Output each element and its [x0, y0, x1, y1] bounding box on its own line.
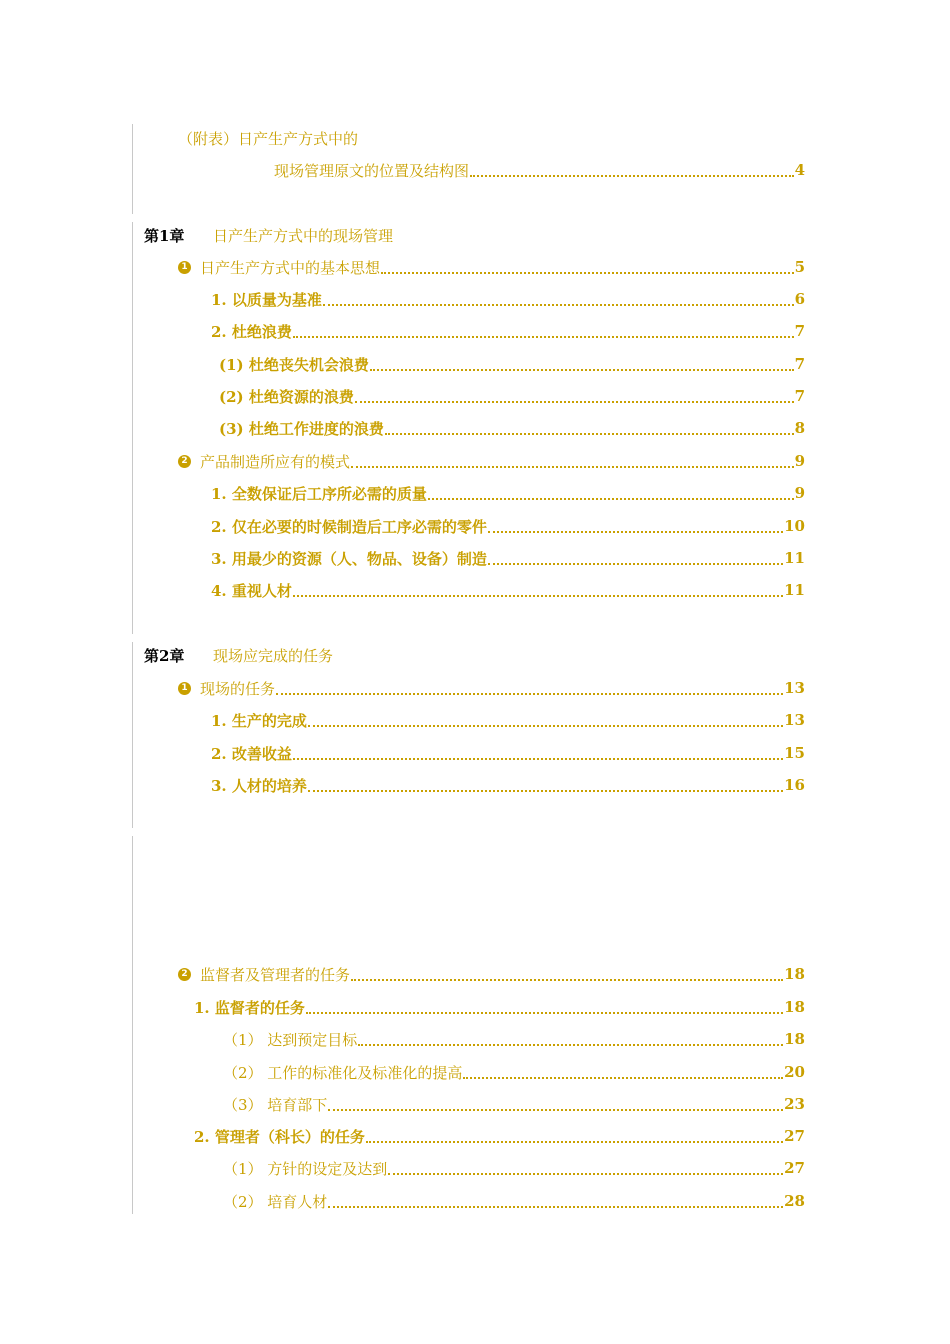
chapter-title: 现场应完成的任务 — [213, 646, 334, 665]
dot-leader — [328, 1108, 783, 1111]
dot-leader — [276, 692, 783, 695]
toc-entry-page: 6 — [794, 290, 805, 308]
toc-entry-page: 8 — [794, 419, 805, 437]
toc-entry[interactable] — [133, 991, 805, 1023]
toc-entry-label: (1) 杜绝丧失机会浪费 — [219, 355, 369, 374]
toc-entry-label: （2） 工作的标准化及标准化的提高 — [223, 1063, 463, 1082]
toc-entry-page: 23 — [784, 1095, 805, 1113]
toc-entry-page: 16 — [784, 776, 805, 794]
toc-entry-label: （1） 达到预定目标 — [223, 1030, 358, 1049]
toc-entry-label: (3) 杜绝工作进度的浪费 — [219, 419, 384, 438]
toc-entry[interactable] — [133, 1023, 805, 1055]
toc-entry-label: (2) 杜绝资源的浪费 — [219, 387, 354, 406]
toc-entry-page: 28 — [784, 1192, 805, 1210]
toc-entry-label: 1. 生产的完成 — [211, 711, 307, 730]
toc-entry-page: 13 — [784, 679, 805, 697]
toc-entry[interactable] — [133, 1185, 805, 1217]
toc-entry-label: 4. 重视人材 — [211, 581, 292, 600]
toc-entry-label: （3） 培育部下 — [223, 1095, 328, 1114]
toc-entry[interactable] — [133, 1120, 805, 1152]
toc-entry[interactable] — [133, 412, 805, 444]
toc-entry-label: 监督者及管理者的任务 — [200, 965, 351, 984]
chapter-number: 第1章 — [144, 226, 185, 245]
dot-leader — [308, 789, 783, 792]
toc-entry-page: 7 — [794, 322, 805, 340]
numbered-bullet-icon: 1 — [178, 261, 191, 274]
toc-entry[interactable] — [133, 283, 805, 315]
toc-entry[interactable] — [133, 542, 805, 574]
dot-leader — [306, 1011, 783, 1014]
dot-leader — [328, 1205, 783, 1208]
numbered-bullet-icon: 1 — [178, 682, 191, 695]
toc-entry-page: 27 — [784, 1159, 805, 1177]
toc-entry[interactable] — [133, 769, 805, 801]
toc-entry-label: 现场的任务 — [200, 679, 276, 698]
toc-entry[interactable] — [133, 380, 805, 412]
toc-entry-page: 18 — [784, 1030, 805, 1048]
toc-entry-label: （2） 培育人材 — [223, 1192, 328, 1211]
numbered-bullet-icon: 2 — [178, 968, 191, 981]
toc-entry-label: 3. 用最少的资源（人、物品、设备）制造 — [211, 549, 487, 568]
toc-entry-page: 7 — [794, 355, 805, 373]
dot-leader — [488, 530, 783, 533]
toc-entry-label: 1. 全数保证后工序所必需的质量 — [211, 484, 427, 503]
dot-leader — [381, 271, 794, 274]
toc-entry-page: 18 — [784, 965, 805, 983]
toc-entry-page: 15 — [784, 744, 805, 762]
toc-entry[interactable] — [133, 958, 805, 990]
toc-entry-page: 27 — [784, 1127, 805, 1145]
toc-entry-appendix[interactable] — [133, 154, 805, 186]
toc-entry[interactable] — [133, 445, 805, 477]
toc-entry-page: 18 — [784, 998, 805, 1016]
toc-entry-page: 13 — [784, 711, 805, 729]
toc-entry-label: 1. 以质量为基准 — [211, 290, 322, 309]
dot-leader — [323, 303, 794, 306]
toc-entry[interactable] — [133, 251, 805, 283]
toc-entry-page: 11 — [784, 581, 805, 599]
dot-leader — [293, 335, 794, 338]
appendix-line1: （附表）日产生产方式中的 — [178, 129, 359, 148]
dot-leader — [385, 432, 794, 435]
dot-leader — [470, 174, 794, 177]
dot-leader — [428, 497, 794, 500]
dot-leader — [366, 1140, 783, 1143]
toc-entry[interactable] — [133, 1056, 805, 1088]
toc-entry-label: 2. 杜绝浪费 — [211, 322, 292, 341]
toc-entry-label: （1） 方针的设定及达到 — [223, 1159, 388, 1178]
toc-entry[interactable] — [133, 1152, 805, 1184]
dot-leader — [308, 724, 783, 727]
toc-entry[interactable] — [133, 477, 805, 509]
toc-entry-page: 11 — [784, 549, 805, 567]
dot-leader — [351, 978, 783, 981]
chapter-heading[interactable] — [133, 219, 393, 251]
toc-entry-page: 20 — [784, 1063, 805, 1081]
appendix-title — [133, 122, 805, 154]
toc-entry[interactable] — [133, 315, 805, 347]
toc-entry-label: 2. 改善收益 — [211, 744, 292, 763]
toc-entry-page: 9 — [794, 452, 805, 470]
toc-entry-page: 5 — [794, 258, 805, 276]
toc-entry-page: 10 — [784, 517, 805, 535]
dot-leader — [293, 594, 783, 597]
toc-entry-page: 7 — [794, 387, 805, 405]
dot-leader — [358, 1043, 783, 1046]
numbered-bullet-icon: 2 — [178, 455, 191, 468]
toc-entry-label: 产品制造所应有的模式 — [200, 452, 351, 471]
chapter-number: 第2章 — [144, 646, 185, 665]
dot-leader — [388, 1172, 783, 1175]
toc-entry-page: 4 — [794, 161, 805, 179]
dot-leader — [293, 757, 783, 760]
toc-entry[interactable] — [133, 672, 805, 704]
chapter-title: 日产生产方式中的现场管理 — [213, 226, 394, 245]
toc-entry[interactable] — [133, 737, 805, 769]
dot-leader — [488, 562, 783, 565]
toc-entry-page: 9 — [794, 484, 805, 502]
dot-leader — [351, 465, 794, 468]
dot-leader — [355, 400, 794, 403]
toc-entry[interactable] — [133, 348, 805, 380]
toc-entry[interactable] — [133, 574, 805, 606]
dot-leader — [370, 368, 794, 371]
toc-entry[interactable] — [133, 704, 805, 736]
toc-entry[interactable] — [133, 1088, 805, 1120]
toc-entry-label: 现场管理原文的位置及结构图 — [274, 161, 470, 180]
toc-entry-label: 日产生产方式中的基本思想 — [200, 258, 381, 277]
toc-entry[interactable] — [133, 510, 805, 542]
toc-entry-label: 2. 管理者（科长）的任务 — [194, 1127, 365, 1146]
toc-entry-label: 2. 仅在必要的时候制造后工序必需的零件 — [211, 517, 487, 536]
toc-entry-label: 1. 监督者的任务 — [194, 998, 305, 1017]
dot-leader — [463, 1076, 783, 1079]
toc-entry-label: 3. 人材的培养 — [211, 776, 307, 795]
chapter-heading[interactable] — [133, 639, 333, 671]
